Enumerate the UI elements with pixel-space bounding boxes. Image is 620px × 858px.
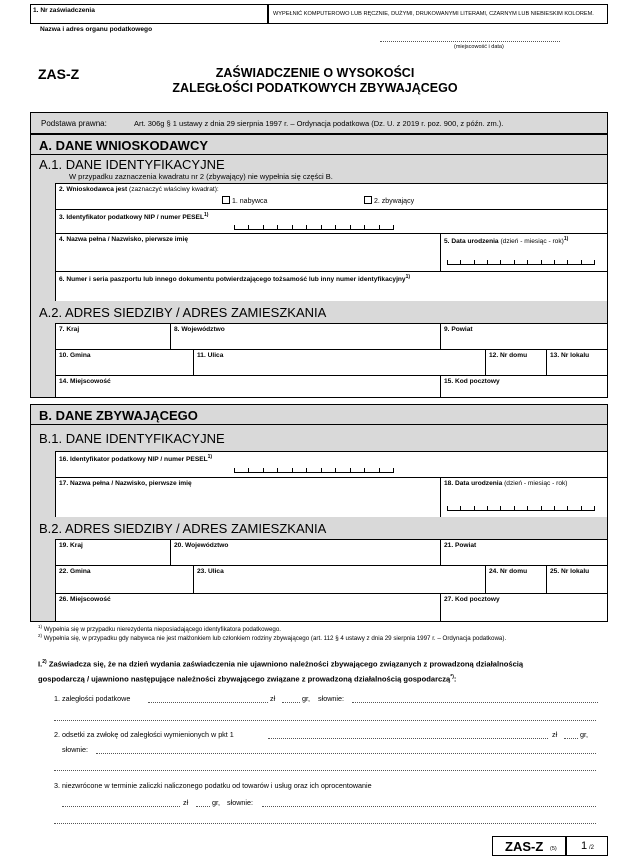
form-title-line1: ZAŚWIADCZENIE O WYSOKOŚCI xyxy=(215,66,415,80)
seller-nip-digit-boxes[interactable] xyxy=(234,468,394,473)
field-27-postal-code[interactable] xyxy=(440,593,607,621)
field-13-label: 13. Nr lokalu xyxy=(550,352,590,359)
form-code: ZAS-Z xyxy=(38,66,80,82)
option-buyer-label: 1. nabywca xyxy=(232,198,268,205)
field-10-municipality[interactable] xyxy=(55,349,193,375)
field-6-label: 6. Numer i seria paszportu lub innego dokumentu potwierdzającego tożsamość lub inny numer identyfikacyjny xyxy=(59,276,406,284)
field-6-sup: 1) xyxy=(405,274,411,280)
birth-date-boxes[interactable] xyxy=(447,260,595,265)
seller-birth-date-boxes[interactable] xyxy=(447,506,595,511)
section-a-title-text: A. DANE WNIOSKODAWCY xyxy=(39,138,208,153)
footer-form-version: (5) xyxy=(550,846,557,852)
field-19-country[interactable] xyxy=(55,539,170,565)
field-2-hint: (zaznaczyć właściwy kwadrat): xyxy=(129,186,219,193)
section-b-title-text: B. DANE ZBYWAJĄCEGO xyxy=(39,408,198,423)
certificate-number-box[interactable] xyxy=(30,4,268,24)
legal-basis-label: Podstawa prawna: xyxy=(41,119,107,128)
field-22-label: 22. Gmina xyxy=(59,568,91,575)
field-16-sup: 1) xyxy=(207,454,213,460)
field-26-label: 26. Miejscowość xyxy=(59,596,111,603)
section-b-title xyxy=(31,405,607,425)
form-title-line2: ZALEGŁOŚCI PODATKOWYCH ZBYWAJĄCEGO xyxy=(172,81,458,95)
item-1-zl: zł xyxy=(270,694,276,703)
section-a2-title: A.2. ADRES SIEDZIBY / ADRES ZAMIESZKANIA xyxy=(39,305,327,320)
field-3-sup: 1) xyxy=(203,212,209,218)
field-5-birth-date[interactable] xyxy=(440,233,607,271)
field-9-label: 9. Powiat xyxy=(444,326,473,333)
legal-basis-box xyxy=(30,112,608,134)
field-25-label: 25. Nr lokalu xyxy=(550,568,590,575)
field-2-label: 2. Wnioskodawca jest xyxy=(59,186,128,193)
field-14-town[interactable] xyxy=(55,375,440,397)
footnote-1-text: Wypełnia się w przypadku nierezydenta nieposiadającego identyfikatora podatkowego. xyxy=(43,626,282,634)
item-1-words-line[interactable] xyxy=(352,702,598,703)
cert-roman: I. xyxy=(38,659,43,669)
item-2-slownie: słownie: xyxy=(62,745,88,754)
item-1-label: 1. zaległości podatkowe xyxy=(54,694,131,703)
place-date-label: (miejscowość i data) xyxy=(454,44,504,50)
field-13-apartment-number[interactable] xyxy=(546,349,607,375)
item-2-amount-zl[interactable] xyxy=(268,738,548,739)
form-title xyxy=(170,66,460,96)
item-3-words-line[interactable] xyxy=(262,806,596,807)
field-5-hint: (dzień - miesiąc - rok) xyxy=(500,238,564,246)
section-a xyxy=(30,134,608,398)
cert-line-1: Zaświadcza się, że na dzień wydania zaświadczenia nie ujawniono należności zbywającego związanych z prowadzoną działalnością xyxy=(48,659,524,669)
certificate-number-label: 1. Nr zaświadczenia xyxy=(33,7,95,14)
item-3-amount-gr[interactable] xyxy=(196,806,210,807)
field-16-nip-pesel[interactable] xyxy=(55,451,607,477)
section-a1-note: W przypadku zaznaczenia kwadratu nr 2 (zbywający) nie wypełnia się części B. xyxy=(69,172,333,181)
item-1-amount-gr[interactable] xyxy=(282,702,300,703)
footnote-2-text: Wypełnia się, w przypadku gdy nabywca nie jest małżonkiem lub członkiem rodziny zbywającego (art. 112 § 4 ustawy z dnia 29 sierpnia 1997 r. – Ordynacja podatkowa). xyxy=(43,635,507,643)
footer-form-code-box xyxy=(492,836,566,856)
field-19-label: 19. Kraj xyxy=(59,542,83,549)
section-b xyxy=(30,404,608,622)
field-24-house-number[interactable] xyxy=(485,565,546,593)
field-6-document[interactable] xyxy=(55,271,607,301)
field-15-postal-code[interactable] xyxy=(440,375,607,397)
field-12-label: 12. Nr domu xyxy=(489,352,528,359)
footer-page-box xyxy=(566,836,608,856)
item-3-words-line-2[interactable] xyxy=(54,823,596,824)
item-1-amount-zl[interactable] xyxy=(148,702,268,703)
field-20-voivodeship[interactable] xyxy=(170,539,440,565)
fill-instruction: WYPEŁNIĆ KOMPUTEROWO LUB RĘCZNIE, DUŻYMI, DRUKOWANYMI LITERAMI, CZARNYM LUB NIEBIESKIM KOLOREM. xyxy=(273,11,594,17)
section-a-title xyxy=(31,135,607,155)
field-18-hint: (dzień - miesiąc - rok) xyxy=(504,480,568,487)
item-2-zl: zł xyxy=(552,730,558,739)
item-2-words-line-2[interactable] xyxy=(54,770,596,771)
footnote-1: $^{1)}$ Wypełnia się w przypadku nierezydenta nieposiadającego identyfikatora podatkowego. xyxy=(38,624,282,634)
nip-digit-boxes[interactable] xyxy=(234,225,394,230)
item-3-slownie: słownie: xyxy=(227,798,253,807)
checkbox-buyer[interactable] xyxy=(222,196,230,204)
field-25-apartment-number[interactable] xyxy=(546,565,607,593)
field-11-street[interactable] xyxy=(193,349,485,375)
field-4-name[interactable] xyxy=(55,233,440,271)
item-3-gr: gr, xyxy=(212,798,220,807)
field-15-label: 15. Kod pocztowy xyxy=(444,378,500,385)
option-seller-label: 2. zbywający xyxy=(374,198,415,205)
place-date-line[interactable] xyxy=(380,40,560,42)
field-4-label: 4. Nazwa pełna / Nazwisko, pierwsze imię xyxy=(59,236,188,243)
cert-sup: 2) xyxy=(42,659,47,665)
item-3-label: 3. niezwrócone w terminie zaliczki naliczonego podatku od towarów i usług oraz ich oprocentowanie xyxy=(54,781,372,790)
field-14-label: 14. Miejscowość xyxy=(59,378,111,385)
option-seller[interactable] xyxy=(364,196,414,205)
field-18-birth-date[interactable] xyxy=(440,477,607,517)
legal-basis-text: Art. 306g § 1 ustawy z dnia 29 sierpnia 1997 r. – Ordynacja podatkowa (Dz. U. z 2019 r. poz. 900, z późn. zm.). xyxy=(134,119,504,128)
field-2-applicant-type xyxy=(55,183,607,209)
field-17-name[interactable] xyxy=(55,477,440,517)
field-26-town[interactable] xyxy=(55,593,440,621)
field-3-label: 3. Identyfikator podatkowy NIP / numer PESEL xyxy=(59,214,204,222)
field-11-label: 11. Ulica xyxy=(197,352,224,359)
item-2-label: 2. odsetki za zwłokę od zaległości wymienionych w pkt 1 xyxy=(54,730,234,739)
option-buyer[interactable] xyxy=(222,196,267,205)
item-3-zl: zł xyxy=(183,798,189,807)
field-23-street[interactable] xyxy=(193,565,485,593)
tax-office-label: Nazwa i adres organu podatkowego xyxy=(40,26,153,33)
item-2-amount-gr[interactable] xyxy=(564,738,578,739)
field-18-label: 18. Data urodzenia xyxy=(444,480,503,487)
item-1-gr: gr, xyxy=(302,694,310,703)
item-1-row xyxy=(54,694,130,703)
field-5-label: 5. Data urodzenia xyxy=(444,238,499,246)
section-b1-title: B.1. DANE IDENTYFIKACYJNE xyxy=(39,431,225,446)
field-17-label: 17. Nazwa pełna / Nazwisko, pierwsze imię xyxy=(59,480,192,487)
field-8-label: 8. Województwo xyxy=(174,326,225,333)
item-2-gr: gr, xyxy=(580,730,588,739)
item-1-slownie: słownie: xyxy=(318,694,344,703)
footer-page-number: 1 xyxy=(581,840,588,852)
field-21-county[interactable] xyxy=(440,539,607,565)
checkbox-seller[interactable] xyxy=(364,196,372,204)
field-22-municipality[interactable] xyxy=(55,565,193,593)
section-b2-title: B.2. ADRES SIEDZIBY / ADRES ZAMIESZKANIA xyxy=(39,521,327,536)
item-1-words-line-2[interactable] xyxy=(54,720,596,721)
item-3-row xyxy=(54,781,372,790)
field-8-voivodeship[interactable] xyxy=(170,323,440,349)
footnote-2: $^{2)}$ Wypełnia się, w przypadku gdy nabywca nie jest małżonkiem lub członkiem rodziny zbywającego (art. 112 § 4 ustawy z dnia 29 sierpnia 1997 r. – Ordynacja podatkowa). xyxy=(38,633,507,643)
footer-form-code: ZAS-Z xyxy=(505,839,544,854)
field-16-label: 16. Identyfikator podatkowy NIP / numer PESEL xyxy=(59,456,208,464)
cert-sup-2: *) xyxy=(450,673,454,680)
field-23-label: 23. Ulica xyxy=(197,568,224,575)
field-7-label: 7. Kraj xyxy=(59,326,80,333)
cert-line-2: gospodarczą / ujawniono następujące należności zbywającego związane z prowadzoną działalnością gospodarczą xyxy=(38,674,451,684)
footer-page-total: /2 xyxy=(589,845,595,851)
field-9-county[interactable] xyxy=(440,323,607,349)
section-a1-title: A.1. DANE IDENTYFIKACYJNE xyxy=(39,157,225,172)
certification-intro: I.$^{2)}$ Zaświadcza się, że na dzień wydania zaświadczenia nie ujawniono należności zbywającego związanych z prowadzoną działalnością gospodarczą / ujawniono następujące należności zbywającego związane z prowadzoną działalnością gospodarczą*): xyxy=(38,659,524,684)
field-3-nip-pesel[interactable] xyxy=(55,209,607,233)
field-27-label: 27. Kod pocztowy xyxy=(444,596,500,603)
item-2-words-line[interactable] xyxy=(96,753,596,754)
field-21-label: 21. Powiat xyxy=(444,542,477,549)
field-12-house-number[interactable] xyxy=(485,349,546,375)
item-2-row xyxy=(54,730,234,739)
field-7-country[interactable] xyxy=(55,323,170,349)
item-3-amount-zl[interactable] xyxy=(62,806,180,807)
field-20-label: 20. Województwo xyxy=(174,542,229,549)
fill-instruction-box xyxy=(268,4,608,24)
field-5-sup: 1) xyxy=(563,236,569,242)
field-24-label: 24. Nr domu xyxy=(489,568,528,575)
field-10-label: 10. Gmina xyxy=(59,352,91,359)
